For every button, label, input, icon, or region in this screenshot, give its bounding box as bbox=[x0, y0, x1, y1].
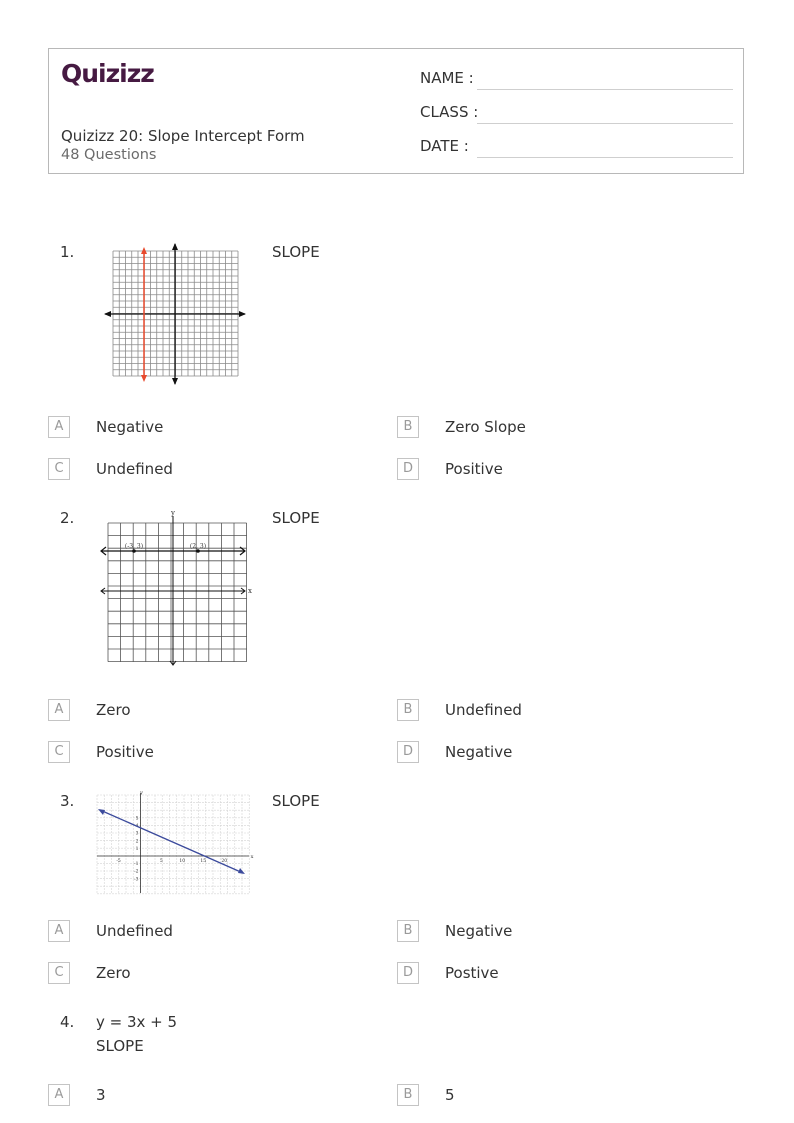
x-tick-label: -5 bbox=[116, 859, 121, 864]
option-c-text[interactable]: Zero bbox=[96, 964, 131, 982]
y-tick-label: -2 bbox=[134, 869, 139, 875]
y-tick-label: 2 bbox=[135, 839, 139, 845]
option-c-box[interactable]: C bbox=[48, 741, 70, 763]
question-equation: y = 3x + 5 bbox=[96, 1013, 178, 1031]
arrow-icon bbox=[141, 375, 147, 382]
question-text: SLOPE bbox=[272, 792, 320, 810]
arrow-icon bbox=[98, 809, 105, 815]
point-label: (-3, 3) bbox=[124, 543, 144, 550]
worksheet-header bbox=[48, 48, 744, 174]
question-count: 48 Questions bbox=[61, 147, 157, 163]
x-tick-label: 20 bbox=[221, 859, 228, 864]
option-b-box[interactable]: B bbox=[397, 920, 419, 942]
option-c-box[interactable]: C bbox=[48, 962, 70, 984]
option-d-text[interactable]: Negative bbox=[445, 743, 513, 761]
option-b-box[interactable]: B bbox=[397, 699, 419, 721]
option-a-box[interactable]: A bbox=[48, 699, 70, 721]
x-axis-label: x bbox=[250, 854, 254, 860]
arrow-icon bbox=[104, 311, 111, 317]
option-a-box[interactable]: A bbox=[48, 416, 70, 438]
option-c-box[interactable]: C bbox=[48, 458, 70, 480]
option-d-text[interactable]: Positive bbox=[445, 460, 503, 478]
x-tick-label: 15 bbox=[200, 859, 207, 864]
arrow-icon bbox=[238, 868, 245, 874]
date-label: DATE : bbox=[420, 137, 469, 155]
option-b-text[interactable]: 5 bbox=[445, 1086, 455, 1104]
vertical-line-graph-icon bbox=[103, 242, 247, 386]
y-tick-label: 5 bbox=[135, 816, 139, 822]
option-a-text[interactable]: Undefined bbox=[96, 922, 173, 940]
option-b-text[interactable]: Zero Slope bbox=[445, 418, 526, 436]
y-tick-label: -1 bbox=[134, 862, 139, 868]
arrow-icon bbox=[172, 243, 178, 250]
x-axis-label: x bbox=[248, 587, 252, 595]
question-number: 3. bbox=[60, 792, 75, 810]
option-a-text[interactable]: 3 bbox=[96, 1086, 106, 1104]
date-field[interactable] bbox=[477, 157, 733, 158]
option-c-text[interactable]: Positive bbox=[96, 743, 154, 761]
x-tick-label: 5 bbox=[159, 859, 163, 864]
option-b-box[interactable]: B bbox=[397, 1084, 419, 1106]
option-d-box[interactable]: D bbox=[397, 458, 419, 480]
y-axis-label: y bbox=[140, 790, 143, 796]
y-tick-label: -3 bbox=[134, 877, 139, 883]
arrow-icon bbox=[239, 311, 246, 317]
quizizz-logo: Quizizz bbox=[61, 59, 154, 88]
decreasing-line-graph-icon bbox=[95, 790, 255, 896]
question-text bbox=[96, 1010, 177, 1058]
y-tick-label: 3 bbox=[135, 831, 139, 837]
option-c-text[interactable]: Undefined bbox=[96, 460, 173, 478]
class-label: CLASS : bbox=[420, 103, 479, 121]
question-text: SLOPE bbox=[272, 509, 320, 527]
option-d-box[interactable]: D bbox=[397, 962, 419, 984]
question-number: 4. bbox=[60, 1013, 75, 1031]
question-text: SLOPE bbox=[272, 243, 320, 261]
y-tick-label: 1 bbox=[135, 846, 139, 852]
name-label: NAME : bbox=[420, 69, 474, 87]
y-axis-label: y bbox=[171, 509, 175, 517]
name-field[interactable] bbox=[477, 89, 733, 90]
class-field[interactable] bbox=[477, 123, 733, 124]
question-prompt: SLOPE bbox=[96, 1037, 144, 1055]
point-label: (2, 3) bbox=[189, 543, 207, 550]
option-a-box[interactable]: A bbox=[48, 920, 70, 942]
question-number: 1. bbox=[60, 243, 75, 261]
option-a-text[interactable]: Negative bbox=[96, 418, 164, 436]
quiz-title: Quizizz 20: Slope Intercept Form bbox=[61, 127, 305, 145]
option-a-box[interactable]: A bbox=[48, 1084, 70, 1106]
arrow-icon bbox=[141, 247, 147, 254]
option-d-text[interactable]: Postive bbox=[445, 964, 499, 982]
horizontal-line-graph-icon bbox=[98, 508, 254, 668]
option-d-box[interactable]: D bbox=[397, 741, 419, 763]
option-b-text[interactable]: Negative bbox=[445, 922, 513, 940]
x-tick-label: 10 bbox=[179, 859, 186, 864]
option-b-text[interactable]: Undefined bbox=[445, 701, 522, 719]
option-a-text[interactable]: Zero bbox=[96, 701, 131, 719]
arrow-icon bbox=[172, 378, 178, 385]
question-number: 2. bbox=[60, 509, 75, 527]
option-b-box[interactable]: B bbox=[397, 416, 419, 438]
